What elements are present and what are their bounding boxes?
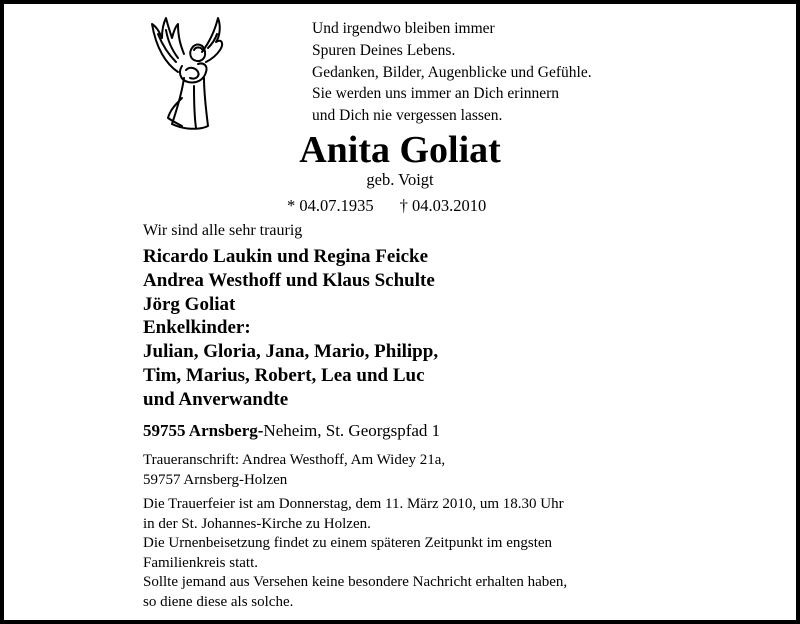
deceased-name: Anita Goliat: [299, 129, 501, 171]
poem-line: Gedanken, Bilder, Augenblicke und Gefühle.: [312, 63, 592, 81]
address-bold: 59755 Arnsberg-: [143, 421, 264, 440]
mourners-list: [143, 245, 438, 412]
notice-text: [143, 573, 567, 612]
mourner-line: Julian, Gloria, Jana, Mario, Philipp,: [143, 341, 439, 363]
service-info-line: in der St. Johannes-Kirche zu Holzen.: [143, 515, 371, 532]
family-address: [143, 421, 440, 441]
poem-line: Und irgendwo bleiben immer: [312, 20, 495, 37]
death-date: † 04.03.2010: [399, 196, 487, 215]
mourning-address-line: 59757 Arnsberg-Holzen: [143, 471, 288, 488]
service-info-line: Die Urnenbeisetzung findet zu einem späteren Zeitpunkt im engsten: [143, 535, 553, 551]
mourner-line: Jörg Goliat: [143, 293, 236, 315]
service-info-line: Familienkreis statt.: [143, 554, 258, 571]
mourner-line: und Anverwandte: [143, 388, 289, 410]
mourner-line: Tim, Marius, Robert, Lea und Luc: [143, 364, 425, 386]
notice-line: so diene diese als solche.: [143, 593, 294, 610]
poem-line: und Dich nie vergessen lassen.: [312, 107, 503, 125]
mourning-address-line: Traueranschrift: Andrea Westhoff, Am Widey 21a,: [143, 452, 446, 468]
angel-icon: [148, 14, 228, 136]
poem-line: Sie werden uns immer an Dich erinnern: [312, 85, 560, 103]
mourners-intro: Wir sind alle sehr traurig: [143, 222, 303, 239]
service-info: [143, 495, 564, 573]
mourner-line: Andrea Westhoff und Klaus Schulte: [143, 269, 435, 291]
service-info-line: Die Trauerfeier ist am Donnerstag, dem 11. März 2010, um 18.30 Uhr: [143, 496, 564, 512]
poem-line: Spuren Deines Lebens.: [312, 41, 456, 59]
maiden-name: geb. Voigt: [366, 170, 434, 189]
mourner-line: Enkelkinder:: [143, 317, 251, 339]
life-dates: [287, 196, 486, 216]
mourner-line: Ricardo Laukin und Regina Feicke: [143, 246, 429, 267]
notice-line: Sollte jemand aus Versehen keine besondere Nachricht erhalten haben,: [143, 574, 568, 590]
mourning-address: [143, 451, 445, 490]
poem: [312, 18, 592, 127]
address-rest: Neheim, St. Georgspfad 1: [263, 421, 441, 440]
birth-date: * 04.07.1935: [287, 196, 374, 215]
